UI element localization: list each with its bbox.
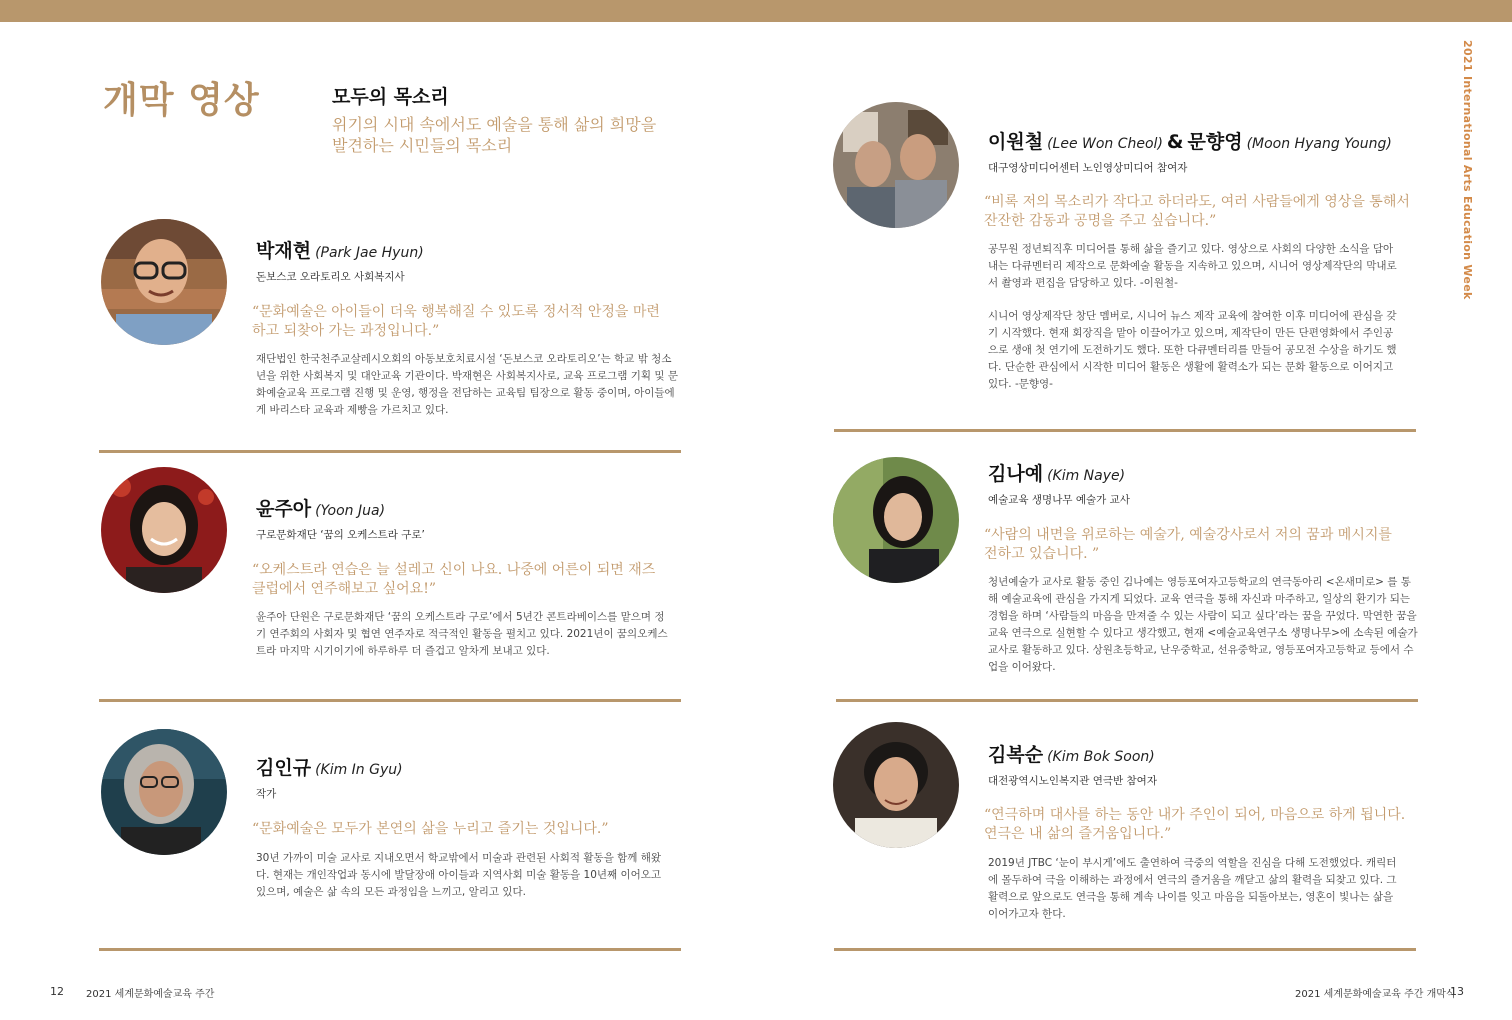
person-role-kim-in-gyu: 작가 (256, 788, 277, 800)
person-role-park: 돈보스코 오라토리오 사회복지사 (256, 271, 405, 283)
person-name-kim-bok-soon (988, 740, 1155, 767)
person-name-kim-naye (988, 459, 1125, 486)
name-en: (Yoon Jua) (315, 503, 386, 519)
ampersand: & (1166, 131, 1184, 153)
bio-yoon: 윤주아 단원은 구로문화재단 ‘꿈의 오케스트라 구로’에서 5년간 콘트라베이스를 맡으며 정기 연주회의 사회자 및 협연 연주자로 적극적인 활동을 펼치고 있다. 2021년이 꿈의오케스트라 마지막 시기이기에 하루하루 더 즐겁고 알차게 보내고 있다. (256, 611, 668, 657)
portrait-park-jae-hyun (101, 219, 227, 345)
subtitle-description: 위기의 시대 속에서도 예술을 통해 삶의 희망을 발견하는 시민들의 목소리 (332, 115, 657, 155)
section-title: 개막 영상 (103, 80, 260, 121)
divider (99, 948, 681, 951)
person-name-lee-moon (988, 127, 1392, 154)
name-ko: 김복순 (988, 744, 1044, 766)
divider (99, 450, 681, 453)
bio-lee: 공무원 정년퇴직후 미디어를 통해 삶을 즐기고 있다. 영상으로 사회의 다양한 소식을 담아내는 다큐멘터리 제작으로 문화예술 활동을 지속하고 있으며, 시니어 영상제작단의 막내로서 촬영과 편집을 담당하고 있다. -이원철- (988, 243, 1397, 289)
person-name-kim-in-gyu (256, 753, 403, 780)
divider (834, 429, 1416, 432)
portrait-kim-in-gyu (101, 729, 227, 855)
name-en: (Kim Naye) (1047, 468, 1126, 484)
divider (834, 948, 1416, 951)
person-role-lee-moon: 대구영상미디어센터 노인영상미디어 참여자 (988, 162, 1188, 174)
footer-right-text: 2021 세계문화예술교육 주간 개막식 (1295, 989, 1456, 1000)
bio-park: 재단법인 한국천주교살레시오회의 아동보호치료시설 ‘돈보스코 오라토리오’는 학교 밖 청소년을 위한 사회복지 및 대안교육 기관이다. 박재현은 사회복지사로, 교육 프로그램 기획 및 문화예술교육 프로그램 진행 및 운영, 행정을 전담하는 교육팀 팀장으로 활동 중이며, 아이들에게 바리스타 교육과 제빵을 가르치고 있다. (256, 353, 679, 416)
name2-en: (Moon Hyang Young) (1246, 136, 1392, 152)
portrait-lee-and-moon (833, 102, 959, 228)
quote-park: “문화예술은 아이들이 더욱 행복해질 수 있도록 정서적 안정을 마련하고 되찾아 가는 과정입니다.” (252, 304, 660, 339)
vertical-event-title: 2021 International Arts Education Week (1461, 40, 1474, 300)
name-ko: 김나예 (988, 463, 1044, 485)
top-accent-bar (0, 0, 1512, 22)
name-ko: 이원철 (988, 131, 1044, 153)
person-name-yoon (256, 494, 385, 521)
bio-kim-bok-soon: 2019년 JTBC ‘눈이 부시게’에도 출연하여 극중의 역할을 진심을 다해 도전했었다. 캐릭터에 몰두하여 극을 이해하는 과정에서 연극의 즐거움을 깨닫고 삶의 활력을 되찾고 있다. 그 활력으로 앞으로도 연극을 통해 계속 나이를 잊고 마음을 되돌아보는, 영혼이 빛나는 삶을 이어가고자 한다. (988, 857, 1397, 920)
name2-ko: 문향영 (1187, 131, 1243, 153)
name-ko: 박재현 (256, 240, 312, 262)
name-en: (Lee Won Cheol) (1047, 136, 1163, 152)
person-role-kim-naye: 예술교육 생명나무 예술가 교사 (988, 494, 1130, 506)
portrait-kim-bok-soon (833, 722, 959, 848)
divider (836, 699, 1418, 702)
footer-left-text: 2021 세계문화예술교육 주간 (86, 989, 215, 1000)
person-name-park (256, 236, 424, 263)
bio-moon: 시니어 영상제작단 창단 멤버로, 시니어 뉴스 제작 교육에 참여한 이후 미디어에 관심을 갖기 시작했다. 현재 회장직을 맡아 이끌어가고 있으며, 제작단이 만든 단편영화에서 주인공으로 생애 첫 연기에 도전하기도 했다. 또한 다큐멘터리를 만들어 공모전 수상을 하기도 했다. 단순한 관심에서 시작한 미디어 활동은 생활에 활력소가 되는 문화 활동으로 이어지고 있다. -문향영- (988, 310, 1397, 390)
person-role-yoon: 구로문화재단 ‘꿈의 오케스트라 구로’ (256, 529, 425, 541)
quote-lee-moon: “비록 저의 목소리가 작다고 하더라도, 여러 사람들에게 영상을 통해서 잔잔한 감동과 공명을 주고 싶습니다.” (984, 194, 1410, 229)
page-number-left: 12 (50, 985, 64, 998)
name-en: (Kim Bok Soon) (1047, 749, 1155, 765)
name-ko: 김인규 (256, 757, 312, 779)
page-number-right: 13 (1450, 985, 1464, 998)
quote-kim-naye: “사람의 내면을 위로하는 예술가, 예술강사로서 저의 꿈과 메시지를 전하고 있습니다. ” (984, 527, 1392, 562)
name-ko: 윤주아 (256, 498, 312, 520)
bio-lee-moon (988, 241, 1400, 409)
quote-kim-bok-soon: “연극하며 대사를 하는 동안 내가 주인이 되어, 마음으로 하게 됩니다. 연극은 내 삶의 즐거움입니다.” (984, 807, 1406, 842)
name-en: (Park Jae Hyun) (315, 245, 424, 261)
subtitle: 모두의 목소리 (332, 86, 449, 108)
portrait-kim-naye (833, 457, 959, 583)
quote-kim-in-gyu: “문화예술은 모두가 본연의 삶을 누리고 즐기는 것입니다.” (252, 821, 609, 837)
bio-kim-in-gyu: 30년 가까이 미술 교사로 지내오면서 학교밖에서 미술과 관련된 사회적 활동을 함께 해왔다. 현재는 개인작업과 동시에 발달장애 아이들과 지역사회 미술 활동을 10년째 이어오고 있으며, 예술은 삶 속의 모든 과정임을 느끼고, 알리고 있다. (256, 852, 662, 898)
name-en: (Kim In Gyu) (315, 762, 403, 778)
quote-yoon: “오케스트라 연습은 늘 설레고 신이 나요. 나중에 어른이 되면 재즈클럽에서 연주해보고 싶어요!” (252, 562, 656, 597)
divider (99, 699, 681, 702)
person-role-kim-bok-soon: 대전광역시노인복지관 연극반 참여자 (988, 775, 1157, 787)
bio-kim-naye: 청년예술가 교사로 활동 중인 김나예는 영등포여자고등학교의 연극동아리 <온새미로> 를 통해 예술교육에 관심을 가지게 되었다. 교육 연극을 통해 자신과 마주하고, 일상의 환기가 되는 경험을 하며 ‘사람들의 마음을 만져줄 수 있는 사람이 되고 싶다’라는 꿈을 꾸었다. 막연한 꿈을 교육 연극으로 실현할 수 있다고 생각했고, 현재 <예술교육연구소 생명나무>에 소속된 예술가 교사로 활동하고 있다. 상원초등학교, 난우중학교, 선유중학교, 영등포여자고등학교 등에서 수업을 이어왔다. (988, 576, 1418, 673)
portrait-yoon-jua (101, 467, 227, 593)
